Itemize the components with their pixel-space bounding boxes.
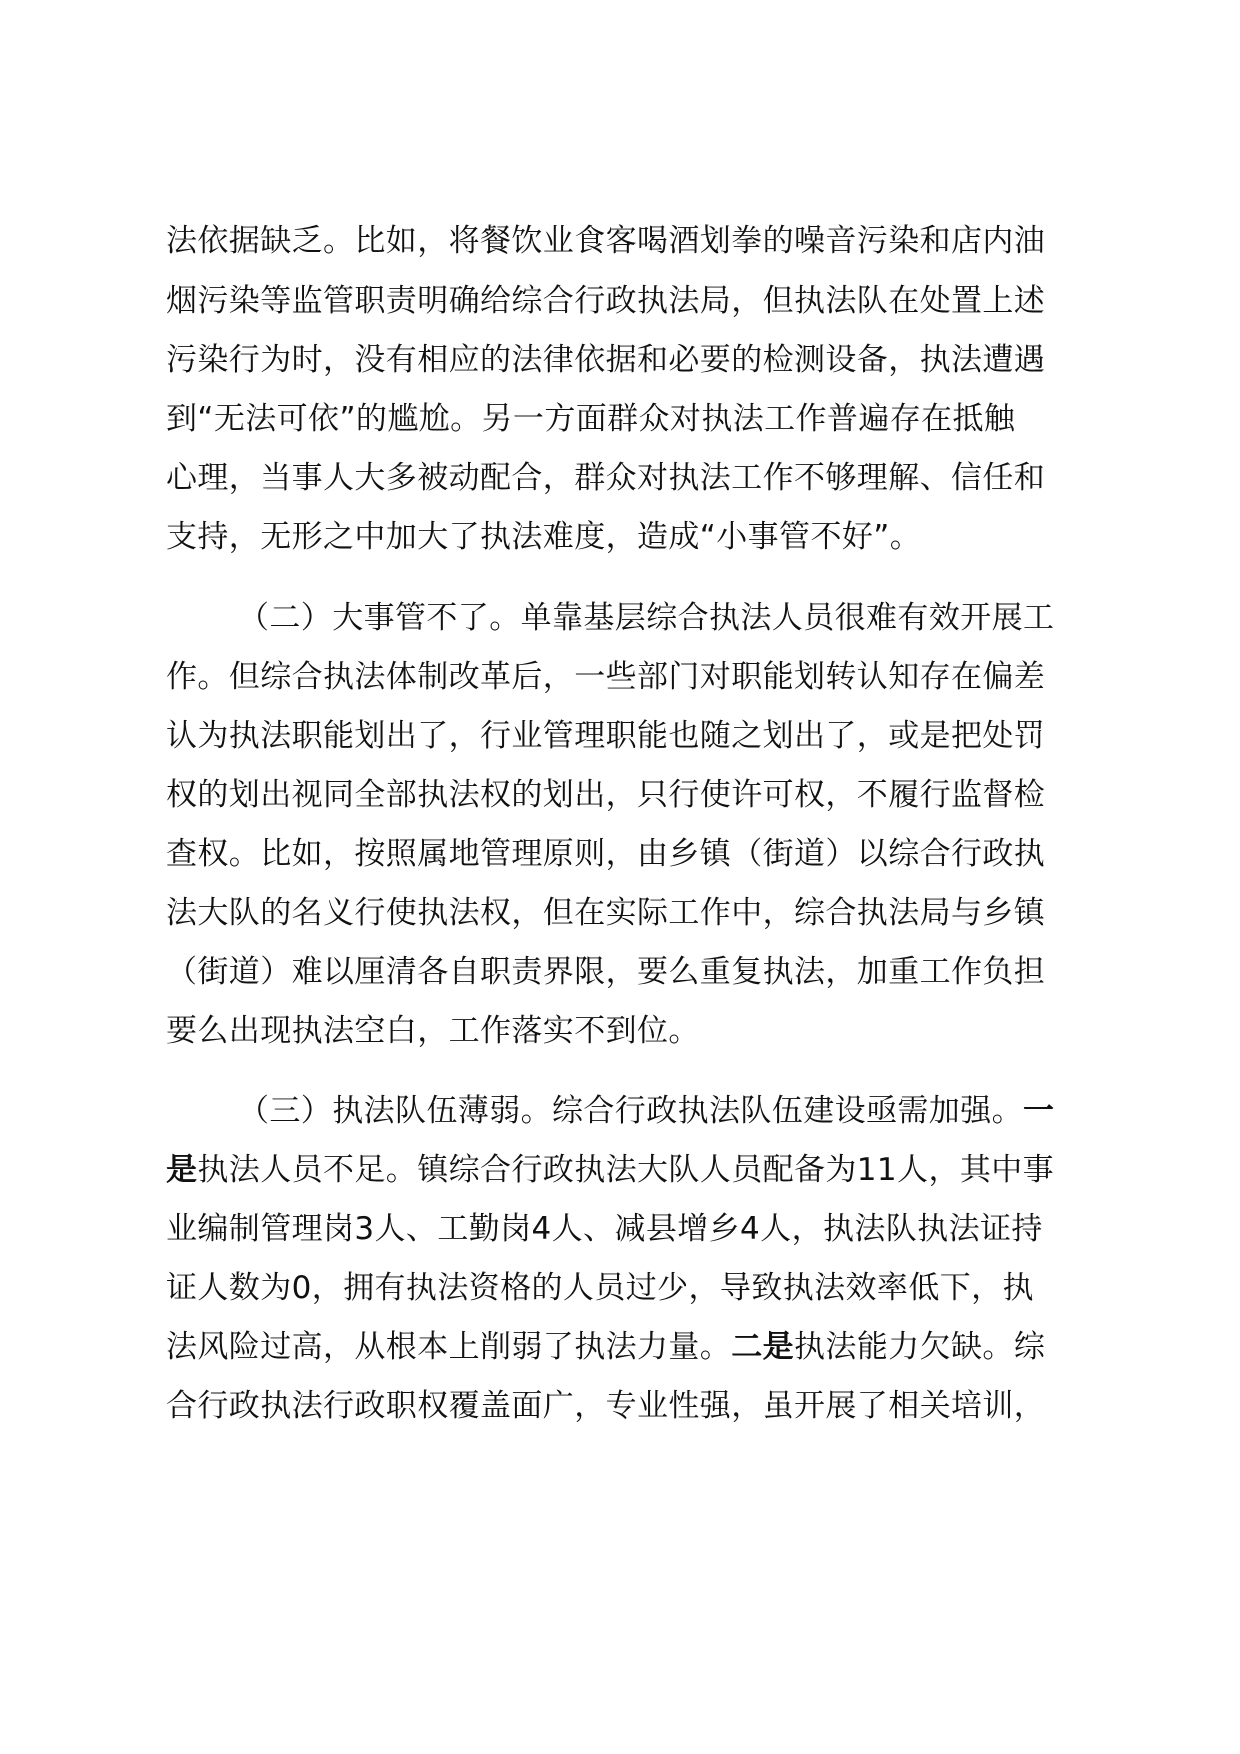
text-segment: （三）执法队伍薄弱。综合行政执法队伍建设亟需加强。: [238, 1093, 1023, 1129]
text-segment: 执法人员不足。镇综合行政执法大队人员配备为11人，其中事: [197, 1152, 1055, 1188]
text-line: [166, 445, 1106, 511]
bold-marker: 是: [166, 1152, 198, 1188]
text-line: [166, 1255, 1106, 1321]
text-segment: （街道）难以厘清各自职责界限，要么重复执法，加重工作负担: [166, 954, 1046, 990]
text-line: [166, 386, 1106, 452]
text-segment: 执法能力欠缺。综: [794, 1329, 1046, 1365]
paragraph-first-line: [238, 1078, 1106, 1144]
text-line: [166, 880, 1106, 946]
text-line: [166, 703, 1106, 769]
text-line: [166, 1314, 1106, 1380]
bold-marker: 一: [1023, 1093, 1055, 1129]
text-segment: 污染行为时，没有相应的法律依据和必要的检测设备，执法遭遇: [166, 342, 1046, 378]
text-segment: 法依据缺乏。比如，将餐饮业食客喝酒划拳的噪音污染和店内油: [166, 223, 1046, 259]
text-segment: 法大队的名义行使执法权，但在实际工作中，综合执法局与乡镇: [166, 895, 1046, 931]
text-line: [166, 998, 1106, 1064]
text-segment: 烟污染等监管职责明确给综合行政执法局，但执法队在处置上述: [166, 283, 1046, 319]
bold-marker: 二是: [731, 1329, 795, 1365]
text-line: [166, 644, 1106, 710]
text-line: [166, 327, 1106, 393]
text-segment: 合行政执法行政职权覆盖面广，专业性强，虽开展了相关培训，: [166, 1388, 1046, 1424]
text-segment: 支持，无形之中加大了执法难度，造成“小事管不好”。: [166, 519, 922, 555]
text-segment: 证人数为0，拥有执法资格的人员过少，导致执法效率低下，执: [166, 1270, 1034, 1306]
text-segment: 权的划出视同全部执法权的划出，只行使许可权，不履行监督检: [166, 777, 1046, 813]
text-line: [166, 208, 1106, 274]
text-segment: 业编制管理岗3人、工勤岗4人、减县增乡4人，执法队执法证持: [166, 1211, 1043, 1247]
text-line: [166, 1373, 1106, 1439]
text-line: [166, 939, 1106, 1005]
text-segment: 认为执法职能划出了，行业管理职能也随之划出了，或是把处罚: [166, 718, 1046, 754]
text-segment: 要么出现执法空白，工作落实不到位。: [166, 1013, 700, 1049]
text-segment: 查权。比如，按照属地管理原则，由乡镇（街道）以综合行政执: [166, 836, 1046, 872]
text-segment: 作。但综合执法体制改革后，一些部门对职能划转认知存在偏差: [166, 659, 1046, 695]
text-line: [166, 268, 1106, 334]
text-line: [166, 762, 1106, 828]
text-segment: 心理，当事人大多被动配合，群众对执法工作不够理解、信任和: [166, 460, 1046, 496]
text-segment: （二）大事管不了。单靠基层综合执法人员很难有效开展工: [238, 600, 1055, 636]
text-line: [166, 821, 1106, 887]
text-line: [166, 504, 1106, 570]
paragraph-first-line: [238, 585, 1106, 651]
text-segment: 法风险过高，从根本上削弱了执法力量。: [166, 1329, 732, 1365]
text-line: [166, 1137, 1106, 1203]
text-segment: 到“无法可依”的尴尬。另一方面群众对执法工作普遍存在抵触: [166, 401, 1016, 437]
text-line: [166, 1196, 1106, 1262]
